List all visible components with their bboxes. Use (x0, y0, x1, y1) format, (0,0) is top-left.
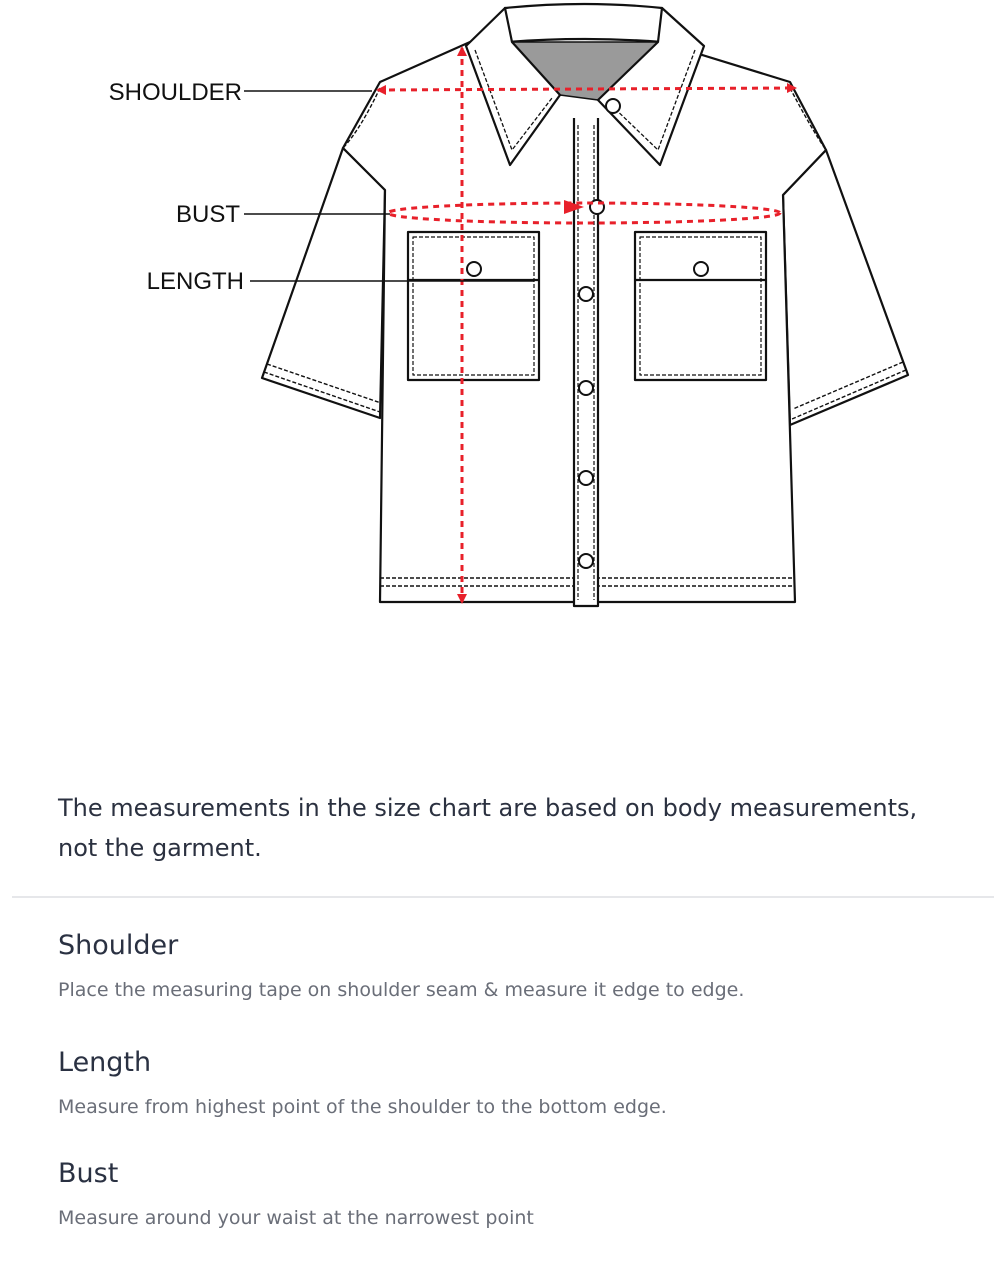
left-sleeve (262, 148, 385, 418)
measurement-title: Length (58, 1047, 152, 1078)
pocket-button (467, 262, 481, 276)
right-sleeve (783, 150, 908, 425)
measurement-item-shoulder (58, 929, 958, 1005)
pocket-button (694, 262, 708, 276)
shirt-illustration (262, 4, 908, 606)
measurement-item-length (58, 1046, 958, 1122)
shoulder-callout-label: SHOULDER (108, 79, 242, 106)
collar-stand (505, 4, 662, 42)
length-callout-label: LENGTH (146, 268, 244, 295)
measurement-title: Shoulder (58, 930, 179, 961)
button (606, 99, 620, 113)
button (579, 287, 593, 301)
button (579, 471, 593, 485)
button (579, 381, 593, 395)
measurement-description: Place the measuring tape on shoulder seam & measure it edge to edge. (58, 979, 745, 1001)
bust-callout-label: BUST (175, 201, 240, 228)
right-pocket (635, 232, 766, 380)
measurement-title: Bust (58, 1158, 119, 1189)
size-chart-note: The measurements in the size chart are based on body measurements, not the garment. (58, 794, 918, 862)
left-pocket (408, 232, 539, 380)
measurement-item-bust (58, 1157, 958, 1233)
measurement-description: Measure around your waist at the narrowest point (58, 1207, 534, 1229)
measurement-description: Measure from highest point of the shoulder to the bottom edge. (58, 1096, 667, 1118)
section-divider (12, 896, 994, 898)
button (579, 554, 593, 568)
